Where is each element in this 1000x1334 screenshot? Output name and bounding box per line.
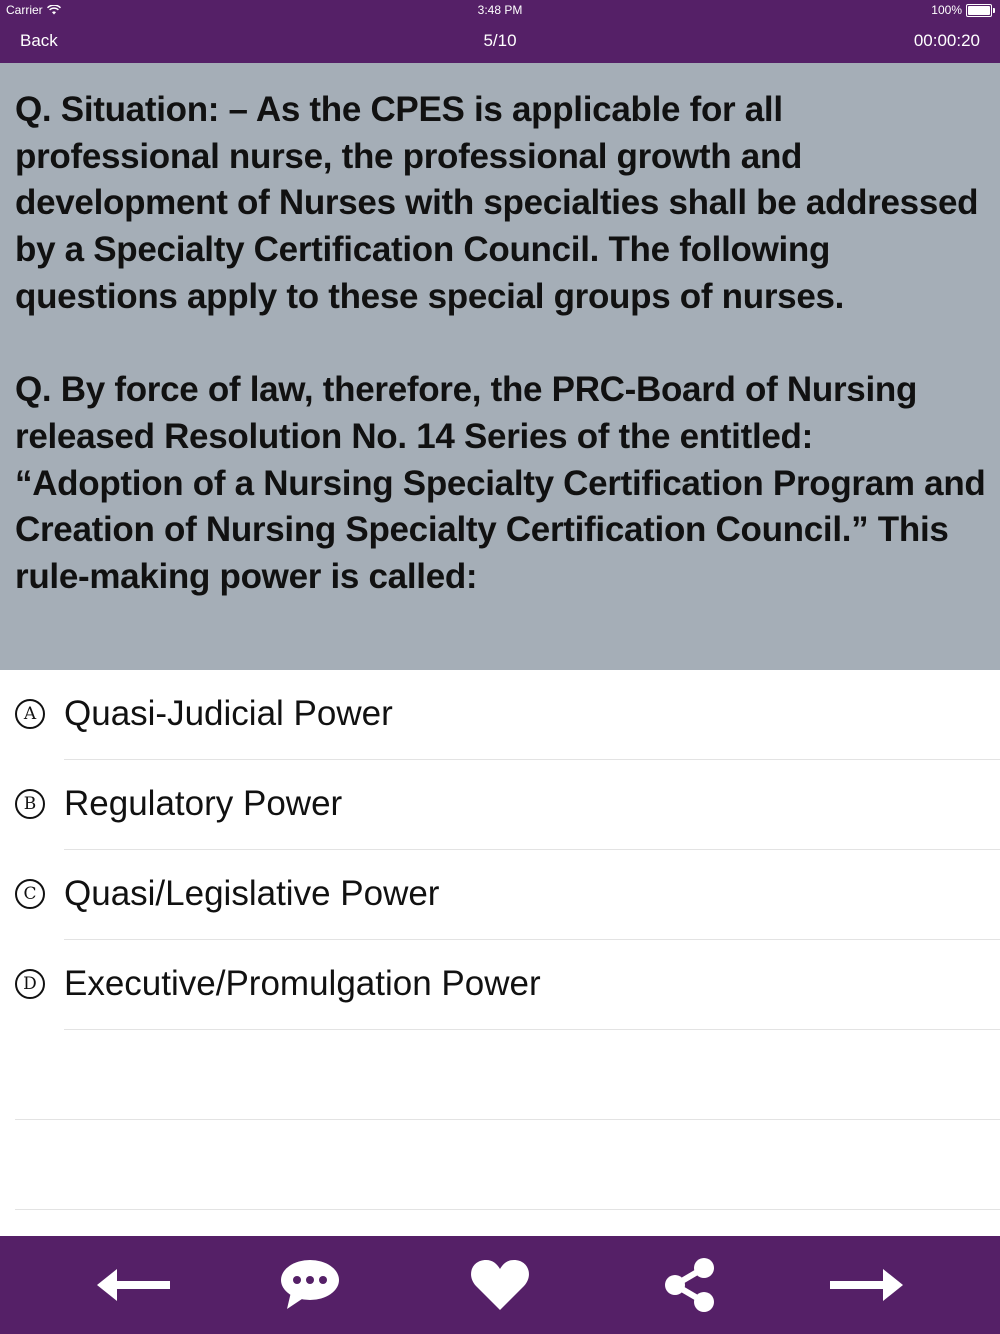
option-a-text: Quasi-Judicial Power xyxy=(64,694,393,733)
question-prompt: Q. By force of law, therefore, the PRC-Board of Nursing released Resolution No. 14 Series of the entitled: “Adoption of a Nursing Specialty Certification Program and Creation of Nursing Specialty Certification Council.” This rule-making power is called: xyxy=(15,370,986,597)
comment-button[interactable] xyxy=(270,1255,350,1315)
battery-percent: 100% xyxy=(931,3,962,17)
option-b[interactable] xyxy=(0,760,1000,850)
empty-row xyxy=(0,1030,1000,1120)
quiz-timer: 00:00:20 xyxy=(913,31,980,50)
arrow-left-icon xyxy=(93,1265,173,1305)
option-c-text: Quasi/Legislative Power xyxy=(64,874,440,913)
share-button[interactable] xyxy=(650,1255,730,1315)
option-d[interactable] xyxy=(0,940,1000,1030)
question-progress: 5/10 xyxy=(483,31,517,50)
top-bar xyxy=(0,0,1000,63)
status-time: 3:48 PM xyxy=(477,3,523,17)
empty-row xyxy=(0,1120,1000,1210)
share-icon xyxy=(663,1257,717,1313)
previous-button[interactable] xyxy=(93,1255,173,1315)
battery-icon xyxy=(966,4,992,17)
option-b-text: Regulatory Power xyxy=(64,784,343,823)
question-panel xyxy=(0,63,1000,670)
arrow-right-icon xyxy=(827,1265,907,1305)
option-a[interactable] xyxy=(0,670,1000,760)
comment-icon xyxy=(279,1257,341,1313)
option-a-letter-icon: A xyxy=(15,699,45,729)
carrier-label: Carrier xyxy=(6,3,43,17)
option-d-letter-icon: D xyxy=(15,969,45,999)
question-situation: Q. Situation: – As the CPES is applicable for all professional nurse, the professional growth and development of Nurses with specialties shall be addressed by a Specialty Certification Council. The following questions apply to these special groups of nurses. xyxy=(15,90,979,316)
option-c[interactable] xyxy=(0,850,1000,940)
option-b-letter-icon: B xyxy=(15,789,45,819)
next-button[interactable] xyxy=(827,1255,907,1315)
heart-icon xyxy=(470,1258,530,1312)
answer-options xyxy=(0,670,1000,1210)
option-c-letter-icon: C xyxy=(15,879,45,909)
back-button[interactable]: Back xyxy=(20,31,58,50)
status-battery xyxy=(931,3,992,17)
divider xyxy=(15,1209,1000,1210)
bottom-toolbar xyxy=(0,1236,1000,1334)
favorite-button[interactable] xyxy=(460,1255,540,1315)
option-d-text: Executive/Promulgation Power xyxy=(64,964,541,1003)
